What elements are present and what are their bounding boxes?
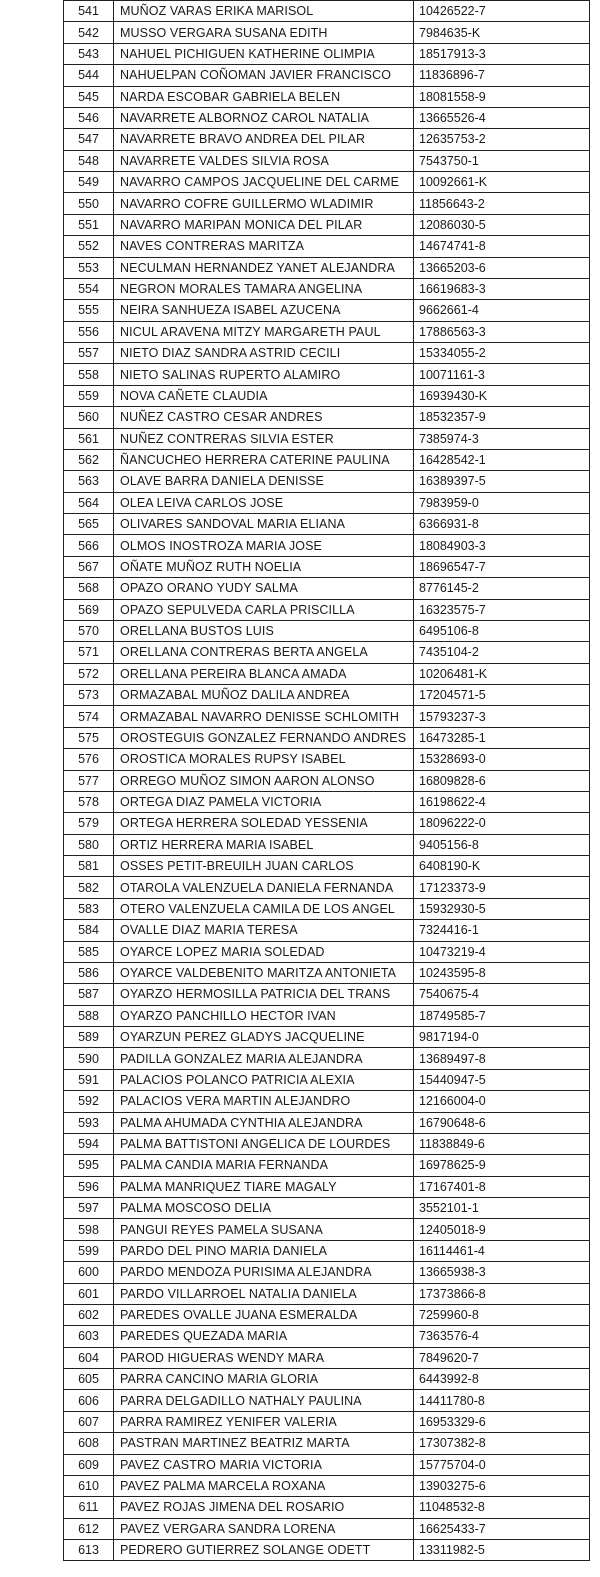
row-number: 598 [64,1219,114,1240]
person-name: OYARCE LOPEZ MARIA SOLEDAD [114,941,414,962]
rut-number: 7984635-K [414,22,590,43]
table-row [64,1219,590,1240]
row-number: 567 [64,556,114,577]
person-name: NAVARRETE ALBORNOZ CAROL NATALIA [114,107,414,128]
rut-number: 6443992-8 [414,1369,590,1390]
row-number: 600 [64,1262,114,1283]
rut-number: 18749585-7 [414,1005,590,1026]
rut-number: 9662661-4 [414,300,590,321]
person-name: PEDRERO GUTIERREZ SOLANGE ODETT [114,1540,414,1561]
row-number: 549 [64,172,114,193]
row-number: 570 [64,620,114,641]
rut-number: 7849620-7 [414,1347,590,1368]
person-name: ORELLANA BUSTOS LUIS [114,620,414,641]
rut-number: 17886563-3 [414,321,590,342]
table-row [64,1326,590,1347]
rut-number: 16625433-7 [414,1518,590,1539]
person-name: OPAZO SEPULVEDA CARLA PRISCILLA [114,599,414,620]
table-row [64,1262,590,1283]
person-name: NAVARRETE VALDES SILVIA ROSA [114,150,414,171]
row-number: 568 [64,578,114,599]
table-row [64,278,590,299]
table-row [64,300,590,321]
row-number: 597 [64,1198,114,1219]
rut-number: 7385974-3 [414,428,590,449]
row-number: 588 [64,1005,114,1026]
person-name: NAVES CONTRERAS MARITZA [114,236,414,257]
person-name: OLEA LEIVA CARLOS JOSE [114,492,414,513]
person-name: PARDO DEL PINO MARIA DANIELA [114,1240,414,1261]
table-row [64,1433,590,1454]
row-number: 609 [64,1454,114,1475]
row-number: 599 [64,1240,114,1261]
person-name: ORTEGA DIAZ PAMELA VICTORIA [114,791,414,812]
person-name: NAHUEL PICHIGUEN KATHERINE OLIMPIA [114,43,414,64]
row-number: 574 [64,706,114,727]
rut-number: 13689497-8 [414,1048,590,1069]
rut-number: 18084903-3 [414,535,590,556]
person-name: NAVARRETE BRAVO ANDREA DEL PILAR [114,129,414,150]
table-row [64,813,590,834]
row-number: 572 [64,663,114,684]
table-row [64,1069,590,1090]
rut-number: 16978625-9 [414,1155,590,1176]
table-row [64,663,590,684]
person-name: PAVEZ VERGARA SANDRA LORENA [114,1518,414,1539]
rut-number: 10243595-8 [414,962,590,983]
row-number: 601 [64,1283,114,1304]
rut-number: 13903275-6 [414,1475,590,1496]
table-row [64,65,590,86]
row-number: 571 [64,642,114,663]
rut-number: 10206481-K [414,663,590,684]
row-number: 584 [64,920,114,941]
rut-number: 6495106-8 [414,620,590,641]
rut-number: 17204571-5 [414,685,590,706]
person-name: PALMA BATTISTONI ANGELICA DE LOURDES [114,1133,414,1154]
row-number: 573 [64,685,114,706]
person-name: NUÑEZ CASTRO CESAR ANDRES [114,407,414,428]
person-name: PALMA CANDIA MARIA FERNANDA [114,1155,414,1176]
rut-number: 17373866-8 [414,1283,590,1304]
rut-number: 14674741-8 [414,236,590,257]
row-number: 556 [64,321,114,342]
row-number: 592 [64,1091,114,1112]
row-number: 583 [64,898,114,919]
person-name: OTAROLA VALENZUELA DANIELA FERNANDA [114,877,414,898]
rut-number: 16473285-1 [414,727,590,748]
row-number: 605 [64,1369,114,1390]
row-number: 562 [64,449,114,470]
person-name: ORREGO MUÑOZ SIMON AARON ALONSO [114,770,414,791]
row-number: 576 [64,749,114,770]
row-number: 593 [64,1112,114,1133]
person-name: OYARZUN PEREZ GLADYS JACQUELINE [114,1027,414,1048]
person-name: PADILLA GONZALEZ MARIA ALEJANDRA [114,1048,414,1069]
person-name: NEIRA SANHUEZA ISABEL AZUCENA [114,300,414,321]
roster-body [64,1,590,1561]
row-number: 569 [64,599,114,620]
rut-number: 16198622-4 [414,791,590,812]
table-row [64,1369,590,1390]
table-row [64,685,590,706]
rut-number: 18081558-9 [414,86,590,107]
table-row [64,642,590,663]
person-name: PARDO MENDOZA PURISIMA ALEJANDRA [114,1262,414,1283]
person-name: NUÑEZ CONTRERAS SILVIA ESTER [114,428,414,449]
table-row [64,407,590,428]
rut-number: 15328693-0 [414,749,590,770]
row-number: 611 [64,1497,114,1518]
table-row [64,193,590,214]
rut-number: 7324416-1 [414,920,590,941]
table-row [64,514,590,535]
row-number: 608 [64,1433,114,1454]
table-row [64,1091,590,1112]
table-row [64,449,590,470]
rut-number: 16790648-6 [414,1112,590,1133]
person-name: PALACIOS VERA MARTIN ALEJANDRO [114,1091,414,1112]
rut-number: 6408190-K [414,856,590,877]
table-row [64,770,590,791]
row-number: 543 [64,43,114,64]
person-name: ORMAZABAL MUÑOZ DALILA ANDREA [114,685,414,706]
row-number: 546 [64,107,114,128]
rut-number: 3552101-1 [414,1198,590,1219]
row-number: 586 [64,962,114,983]
person-name: OROSTICA MORALES RUPSY ISABEL [114,749,414,770]
rut-number: 15932930-5 [414,898,590,919]
person-name: NAVARRO COFRE GUILLERMO WLADIMIR [114,193,414,214]
person-name: PALMA MANRIQUEZ TIARE MAGALY [114,1176,414,1197]
row-number: 550 [64,193,114,214]
row-number: 587 [64,984,114,1005]
row-number: 548 [64,150,114,171]
table-row [64,1475,590,1496]
table-row [64,214,590,235]
row-number: 596 [64,1176,114,1197]
person-name: OYARZO PANCHILLO HECTOR IVAN [114,1005,414,1026]
row-number: 603 [64,1326,114,1347]
table-row [64,1518,590,1539]
rut-number: 12086030-5 [414,214,590,235]
row-number: 565 [64,514,114,535]
person-name: OLAVE BARRA DANIELA DENISSE [114,471,414,492]
rut-number: 16953329-6 [414,1411,590,1432]
row-number: 589 [64,1027,114,1048]
person-name: PARRA DELGADILLO NATHALY PAULINA [114,1390,414,1411]
person-name: PASTRAN MARTINEZ BEATRIZ MARTA [114,1433,414,1454]
row-number: 578 [64,791,114,812]
rut-number: 18532357-9 [414,407,590,428]
person-name: NEGRON MORALES TAMARA ANGELINA [114,278,414,299]
row-number: 561 [64,428,114,449]
row-number: 594 [64,1133,114,1154]
table-row [64,1155,590,1176]
row-number: 544 [64,65,114,86]
person-name: OYARCE VALDEBENITO MARITZA ANTONIETA [114,962,414,983]
rut-number: 11838849-6 [414,1133,590,1154]
rut-number: 10473219-4 [414,941,590,962]
person-name: NOVA CAÑETE CLAUDIA [114,385,414,406]
row-number: 563 [64,471,114,492]
rut-number: 7540675-4 [414,984,590,1005]
person-name: OTERO VALENZUELA CAMILA DE LOS ANGEL [114,898,414,919]
rut-number: 17307382-8 [414,1433,590,1454]
row-number: 607 [64,1411,114,1432]
row-number: 582 [64,877,114,898]
table-row [64,150,590,171]
rut-number: 7259960-8 [414,1304,590,1325]
rut-number: 16809828-6 [414,770,590,791]
person-name: OÑATE MUÑOZ RUTH NOELIA [114,556,414,577]
table-row [64,706,590,727]
row-number: 610 [64,1475,114,1496]
row-number: 613 [64,1540,114,1561]
person-name: PAREDES OVALLE JUANA ESMERALDA [114,1304,414,1325]
rut-number: 12405018-9 [414,1219,590,1240]
rut-number: 15440947-5 [414,1069,590,1090]
rut-number: 14411780-8 [414,1390,590,1411]
rut-number: 16323575-7 [414,599,590,620]
person-name: OLMOS INOSTROZA MARIA JOSE [114,535,414,556]
person-name: OVALLE DIAZ MARIA TERESA [114,920,414,941]
row-number: 595 [64,1155,114,1176]
table-row [64,43,590,64]
person-name: OLIVARES SANDOVAL MARIA ELIANA [114,514,414,535]
rut-number: 18696547-7 [414,556,590,577]
person-name: PALACIOS POLANCO PATRICIA ALEXIA [114,1069,414,1090]
person-name: NIETO DIAZ SANDRA ASTRID CECILI [114,343,414,364]
table-row [64,1112,590,1133]
rut-number: 10426522-7 [414,1,590,22]
rut-number: 11856643-2 [414,193,590,214]
table-row [64,1198,590,1219]
table-row [64,1454,590,1475]
person-name: PAROD HIGUERAS WENDY MARA [114,1347,414,1368]
table-row [64,920,590,941]
person-name: PAVEZ PALMA MARCELA ROXANA [114,1475,414,1496]
person-name: MUÑOZ VARAS ERIKA MARISOL [114,1,414,22]
row-number: 604 [64,1347,114,1368]
person-name: PARRA CANCINO MARIA GLORIA [114,1369,414,1390]
table-row [64,1048,590,1069]
row-number: 564 [64,492,114,513]
table-row [64,1005,590,1026]
row-number: 553 [64,257,114,278]
table-row [64,877,590,898]
person-name: NICUL ARAVENA MITZY MARGARETH PAUL [114,321,414,342]
table-row [64,1133,590,1154]
rut-number: 10092661-K [414,172,590,193]
person-name: PALMA AHUMADA CYNTHIA ALEJANDRA [114,1112,414,1133]
person-name: PALMA MOSCOSO DELIA [114,1198,414,1219]
table-row [64,385,590,406]
rut-number: 11048532-8 [414,1497,590,1518]
person-name: OYARZO HERMOSILLA PATRICIA DEL TRANS [114,984,414,1005]
rut-number: 7363576-4 [414,1326,590,1347]
person-name: OROSTEGUIS GONZALEZ FERNANDO ANDRES [114,727,414,748]
row-number: 555 [64,300,114,321]
table-row [64,1176,590,1197]
table-row [64,1,590,22]
table-row [64,1283,590,1304]
row-number: 551 [64,214,114,235]
rut-number: 15775704-0 [414,1454,590,1475]
row-number: 585 [64,941,114,962]
table-row [64,1411,590,1432]
person-name: NARDA ESCOBAR GABRIELA BELEN [114,86,414,107]
row-number: 557 [64,343,114,364]
table-row [64,428,590,449]
row-number: 559 [64,385,114,406]
rut-number: 13665526-4 [414,107,590,128]
person-name: PAVEZ CASTRO MARIA VICTORIA [114,1454,414,1475]
table-row [64,471,590,492]
row-number: 577 [64,770,114,791]
roster-sheet [63,0,589,1561]
row-number: 580 [64,834,114,855]
table-row [64,1540,590,1561]
table-row [64,727,590,748]
table-row [64,1497,590,1518]
rut-number: 15334055-2 [414,343,590,364]
table-row [64,172,590,193]
table-row [64,749,590,770]
rut-number: 13665938-3 [414,1262,590,1283]
table-row [64,898,590,919]
person-name: PAREDES QUEZADA MARIA [114,1326,414,1347]
table-row [64,129,590,150]
person-name: NAVARRO CAMPOS JACQUELINE DEL CARME [114,172,414,193]
person-name: ÑANCUCHEO HERRERA CATERINE PAULINA [114,449,414,470]
table-row [64,834,590,855]
person-name: OSSES PETIT-BREUILH JUAN CARLOS [114,856,414,877]
rut-number: 15793237-3 [414,706,590,727]
person-name: ORELLANA PEREIRA BLANCA AMADA [114,663,414,684]
row-number: 566 [64,535,114,556]
person-name: ORMAZABAL NAVARRO DENISSE SCHLOMITH [114,706,414,727]
table-row [64,962,590,983]
row-number: 606 [64,1390,114,1411]
table-row [64,535,590,556]
person-name: ORTEGA HERRERA SOLEDAD YESSENIA [114,813,414,834]
row-number: 579 [64,813,114,834]
roster-table [63,0,590,1561]
rut-number: 8776145-2 [414,578,590,599]
table-row [64,620,590,641]
row-number: 591 [64,1069,114,1090]
rut-number: 16619683-3 [414,278,590,299]
row-number: 558 [64,364,114,385]
row-number: 552 [64,236,114,257]
table-row [64,984,590,1005]
rut-number: 7435104-2 [414,642,590,663]
rut-number: 13311982-5 [414,1540,590,1561]
table-row [64,1347,590,1368]
table-row [64,492,590,513]
row-number: 612 [64,1518,114,1539]
row-number: 545 [64,86,114,107]
rut-number: 12635753-2 [414,129,590,150]
table-row [64,86,590,107]
rut-number: 16939430-K [414,385,590,406]
table-row [64,257,590,278]
table-row [64,599,590,620]
rut-number: 17167401-8 [414,1176,590,1197]
person-name: PAVEZ ROJAS JIMENA DEL ROSARIO [114,1497,414,1518]
person-name: NECULMAN HERNANDEZ YANET ALEJANDRA [114,257,414,278]
rut-number: 9405156-8 [414,834,590,855]
row-number: 602 [64,1304,114,1325]
table-row [64,343,590,364]
person-name: ORTIZ HERRERA MARIA ISABEL [114,834,414,855]
table-row [64,321,590,342]
row-number: 542 [64,22,114,43]
person-name: PARRA RAMIREZ YENIFER VALERIA [114,1411,414,1432]
rut-number: 18096222-0 [414,813,590,834]
table-row [64,236,590,257]
table-row [64,856,590,877]
rut-number: 16428542-1 [414,449,590,470]
row-number: 575 [64,727,114,748]
person-name: NAHUELPAN COÑOMAN JAVIER FRANCISCO [114,65,414,86]
rut-number: 7983959-0 [414,492,590,513]
table-row [64,1027,590,1048]
table-row [64,941,590,962]
rut-number: 6366931-8 [414,514,590,535]
person-name: MUSSO VERGARA SUSANA EDITH [114,22,414,43]
row-number: 560 [64,407,114,428]
rut-number: 9817194-0 [414,1027,590,1048]
table-row [64,791,590,812]
row-number: 554 [64,278,114,299]
table-row [64,1390,590,1411]
rut-number: 18517913-3 [414,43,590,64]
table-row [64,107,590,128]
rut-number: 17123373-9 [414,877,590,898]
rut-number: 10071161-3 [414,364,590,385]
table-row [64,364,590,385]
rut-number: 13665203-6 [414,257,590,278]
rut-number: 7543750-1 [414,150,590,171]
rut-number: 16389397-5 [414,471,590,492]
person-name: NIETO SALINAS RUPERTO ALAMIRO [114,364,414,385]
rut-number: 12166004-0 [414,1091,590,1112]
table-row [64,22,590,43]
person-name: PARDO VILLARROEL NATALIA DANIELA [114,1283,414,1304]
row-number: 590 [64,1048,114,1069]
person-name: PANGUI REYES PAMELA SUSANA [114,1219,414,1240]
person-name: NAVARRO MARIPAN MONICA DEL PILAR [114,214,414,235]
row-number: 547 [64,129,114,150]
table-row [64,578,590,599]
table-row [64,556,590,577]
rut-number: 16114461-4 [414,1240,590,1261]
row-number: 581 [64,856,114,877]
row-number: 541 [64,1,114,22]
table-row [64,1304,590,1325]
person-name: OPAZO ORANO YUDY SALMA [114,578,414,599]
table-row [64,1240,590,1261]
person-name: ORELLANA CONTRERAS BERTA ANGELA [114,642,414,663]
rut-number: 11836896-7 [414,65,590,86]
